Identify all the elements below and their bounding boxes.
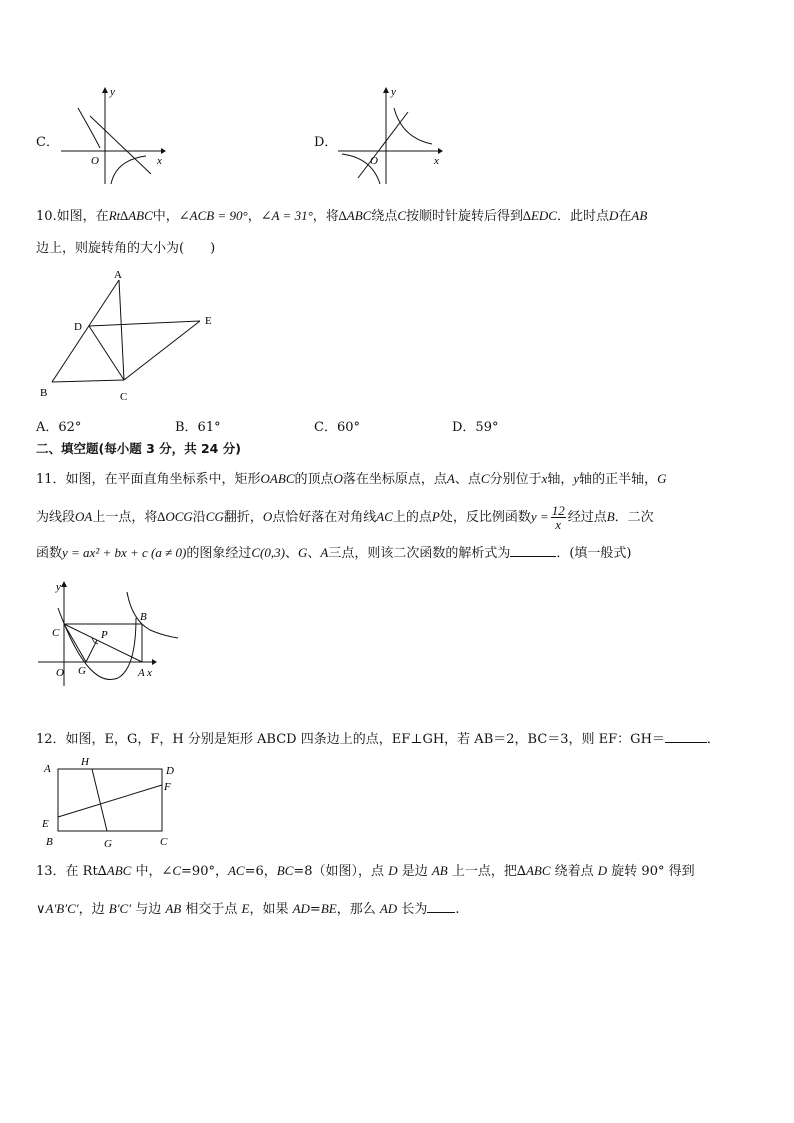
q13-text: 绕着点	[550, 864, 598, 879]
q9-option-c	[36, 86, 176, 186]
q9-c-axis-x: x	[157, 155, 162, 167]
q9-option-c-label: C．	[36, 135, 59, 150]
q11-segment: CG	[205, 509, 224, 524]
q11-rect: OABC	[260, 471, 295, 486]
q13-segment: AD	[379, 901, 398, 916]
q10-option-d[interactable]: D．59°	[452, 420, 499, 435]
q10-text: 按顺时针旋转后得到	[406, 209, 524, 224]
q9-option-d-graph	[336, 86, 466, 186]
q13-text: 13．在 Rt∆	[36, 864, 107, 879]
q10-text: 绕点	[371, 209, 398, 224]
q10-text: ，将	[312, 209, 339, 224]
q12-line	[36, 730, 720, 749]
q11-text: 轴的正半轴，	[579, 472, 658, 487]
q13-triangle-prime: A′B′C′	[45, 901, 79, 916]
q11-text: ．二次	[614, 510, 654, 525]
q13-point: D	[388, 863, 398, 878]
q13-segment: BE	[320, 901, 337, 916]
q11-quadratic: y = ax² + bx + c (a ≠ 0)	[62, 545, 187, 560]
q10-options	[36, 416, 556, 434]
q9-option-c-graph	[56, 86, 186, 186]
q11-function: y =	[530, 509, 549, 524]
q11-text: 的图象经过	[186, 546, 252, 561]
q11-line-3	[36, 544, 632, 563]
q12-label-d: D	[166, 765, 174, 777]
q13-text: 是边	[397, 864, 432, 879]
q12-label-c: C	[160, 836, 168, 848]
q11-point: O	[333, 471, 343, 486]
q11-segment: OA	[75, 509, 93, 524]
q13-text: =8（如图），点	[293, 864, 389, 879]
q11-axis: y	[573, 471, 580, 486]
q11-point: P	[431, 509, 440, 524]
q9-option-d	[314, 86, 454, 186]
q10-rt-triangle: Rt∆ABC	[108, 208, 153, 223]
q11-text: 的顶点	[294, 472, 334, 487]
q13-segment: AC	[227, 863, 245, 878]
q13-text: 旋转 90° 得到	[607, 864, 695, 879]
q11-text: 经过点	[567, 510, 607, 525]
q13-triangle: ABC	[106, 863, 132, 878]
q13-segment: AB	[431, 863, 448, 878]
q11-triangle: ∆OCG	[157, 509, 193, 524]
q10-figure	[36, 266, 226, 406]
q13-line-2	[36, 900, 459, 919]
q11-figure	[36, 578, 196, 688]
q10-point: D	[609, 208, 619, 223]
q13-segment: AD	[292, 901, 310, 916]
q13-triangle: ABC	[525, 863, 551, 878]
q10-text: ，	[247, 209, 261, 224]
q13-segment: AB	[165, 901, 182, 916]
q11-axis: x	[541, 471, 548, 486]
q12-label-g: G	[104, 838, 112, 850]
q10-option-c[interactable]: C．60°	[314, 420, 360, 435]
q13-text: =90°，	[181, 864, 228, 879]
q11-fraction-num: 12	[551, 503, 565, 518]
q13-text: 中，∠	[131, 864, 173, 879]
q13-text: ，如果	[249, 902, 293, 917]
q13-answer-blank[interactable]	[427, 900, 455, 913]
q11-point: B	[606, 509, 615, 524]
q10-angle-a: ∠A = 31°	[260, 208, 313, 223]
q10-segment: AB	[631, 208, 648, 223]
q11-text: 为线段	[36, 510, 76, 525]
q11-text: 上的点	[392, 510, 432, 525]
q11-text: 、	[307, 546, 321, 561]
q12-label-h: H	[81, 756, 89, 768]
q10-tri-edc: ∆EDC	[523, 208, 557, 223]
q13-point: E	[241, 901, 250, 916]
q12-answer-blank[interactable]	[665, 730, 707, 743]
q11-line-1	[36, 470, 667, 489]
q11-line-2	[36, 500, 654, 535]
q11-label-a: A	[138, 667, 145, 679]
q11-text: 轴，	[547, 472, 574, 487]
q13-text: 长为	[397, 902, 428, 917]
q10-option-b[interactable]: B．61°	[175, 420, 221, 435]
q11-fraction-den: x	[555, 517, 562, 532]
q11-point: O	[262, 509, 273, 524]
q12-text: 12．如图，E，G，F，H 分别是矩形 ABCD 四条边上的点，EF⊥GH，若 AB＝2，BC＝3，则 EF：GH＝	[36, 732, 665, 747]
q10-line-1	[36, 207, 647, 226]
q11-text: 上一点，将	[92, 510, 158, 525]
q11-point: A	[446, 471, 455, 486]
q11-label-b: B	[140, 611, 147, 623]
q12-label-e: E	[42, 818, 49, 830]
q10-label-a: A	[114, 269, 122, 281]
q13-text: 相交于点	[181, 902, 242, 917]
q11-label-c: C	[52, 627, 60, 639]
q11-label-x: x	[147, 667, 152, 679]
q13-text: ，边	[78, 902, 109, 917]
q11-text: 点恰好落在对角线	[272, 510, 377, 525]
q9-d-axis-x: x	[434, 155, 439, 167]
q11-text: 翻折，	[223, 510, 263, 525]
q11-text: 、	[284, 546, 298, 561]
q11-text: 落在坐标原点，点	[342, 472, 447, 487]
q9-c-axis-y: y	[110, 86, 115, 98]
q11-text: 函数	[36, 546, 63, 561]
q13-text: 上一点，把∆	[447, 864, 526, 879]
q12-label-b: B	[46, 836, 53, 848]
q11-text: 分别位于	[489, 472, 542, 487]
q10-label-c: C	[120, 391, 128, 403]
q11-point: G	[297, 545, 308, 560]
q9-option-d-label: D．	[314, 135, 338, 150]
q11-answer-blank[interactable]	[510, 544, 556, 557]
q13-text: =6，	[244, 864, 277, 879]
q11-text: 处，反比例函数	[439, 510, 531, 525]
q11-text: 三点，则该二次函数的解析式为	[328, 546, 511, 561]
q11-point: C	[480, 471, 490, 486]
q11-point: G	[657, 471, 667, 486]
q11-segment: AC	[376, 509, 393, 524]
q10-text: 在	[618, 209, 632, 224]
q10-label-b: B	[40, 387, 48, 399]
q11-label-o: O	[56, 667, 64, 679]
q10-angle-acb: ∠ACB = 90°	[178, 208, 248, 223]
q10-point: C	[397, 208, 406, 223]
q11-point-c03: C(0,3)	[251, 545, 285, 560]
q11-text: 、点	[454, 472, 481, 487]
q11-label-y: y	[56, 581, 61, 593]
q10-label-e: E	[205, 315, 212, 327]
q13-text: 与边	[131, 902, 166, 917]
q11-text: 沿	[192, 510, 206, 525]
q10-text: 中，	[152, 209, 179, 224]
q11-label-p: P	[101, 629, 108, 641]
q13-text: =	[309, 902, 321, 917]
q13-text: .	[455, 902, 460, 917]
q13-text: ，那么	[336, 902, 380, 917]
q9-d-origin: O	[370, 155, 378, 167]
q12-figure	[36, 754, 186, 854]
q11-fraction	[551, 504, 566, 531]
q11-text: ．(填一般式)	[556, 546, 632, 561]
q9-c-origin: O	[91, 155, 99, 167]
q10-tri-abc: ∆ABC	[338, 208, 372, 223]
q11-label-g: G	[78, 665, 86, 677]
q10-text: 10.如图，在	[36, 209, 109, 224]
q11-text: 11．如图，在平面直角坐标系中，矩形	[36, 472, 261, 487]
q10-option-a[interactable]: A．62°	[36, 420, 82, 435]
q12-text: ．	[706, 732, 720, 747]
q10-line-2: 边上，则旋转角的大小为( )	[36, 241, 216, 256]
q13-text: ∨	[36, 902, 46, 917]
section-2-title: 二、填空题(每小题 3 分，共 24 分)	[36, 441, 241, 456]
q13-line-1	[36, 862, 695, 881]
q13-point: C	[172, 863, 182, 878]
q10-text: ．此时点	[556, 209, 609, 224]
q11-point: A	[320, 545, 329, 560]
q13-segment: BC	[276, 863, 294, 878]
q9-d-axis-y: y	[391, 86, 396, 98]
q13-segment: B′C′	[108, 901, 132, 916]
q12-label-a: A	[44, 763, 51, 775]
q10-label-d: D	[74, 321, 82, 333]
q13-point: D	[597, 863, 608, 878]
q12-label-f: F	[164, 781, 171, 793]
